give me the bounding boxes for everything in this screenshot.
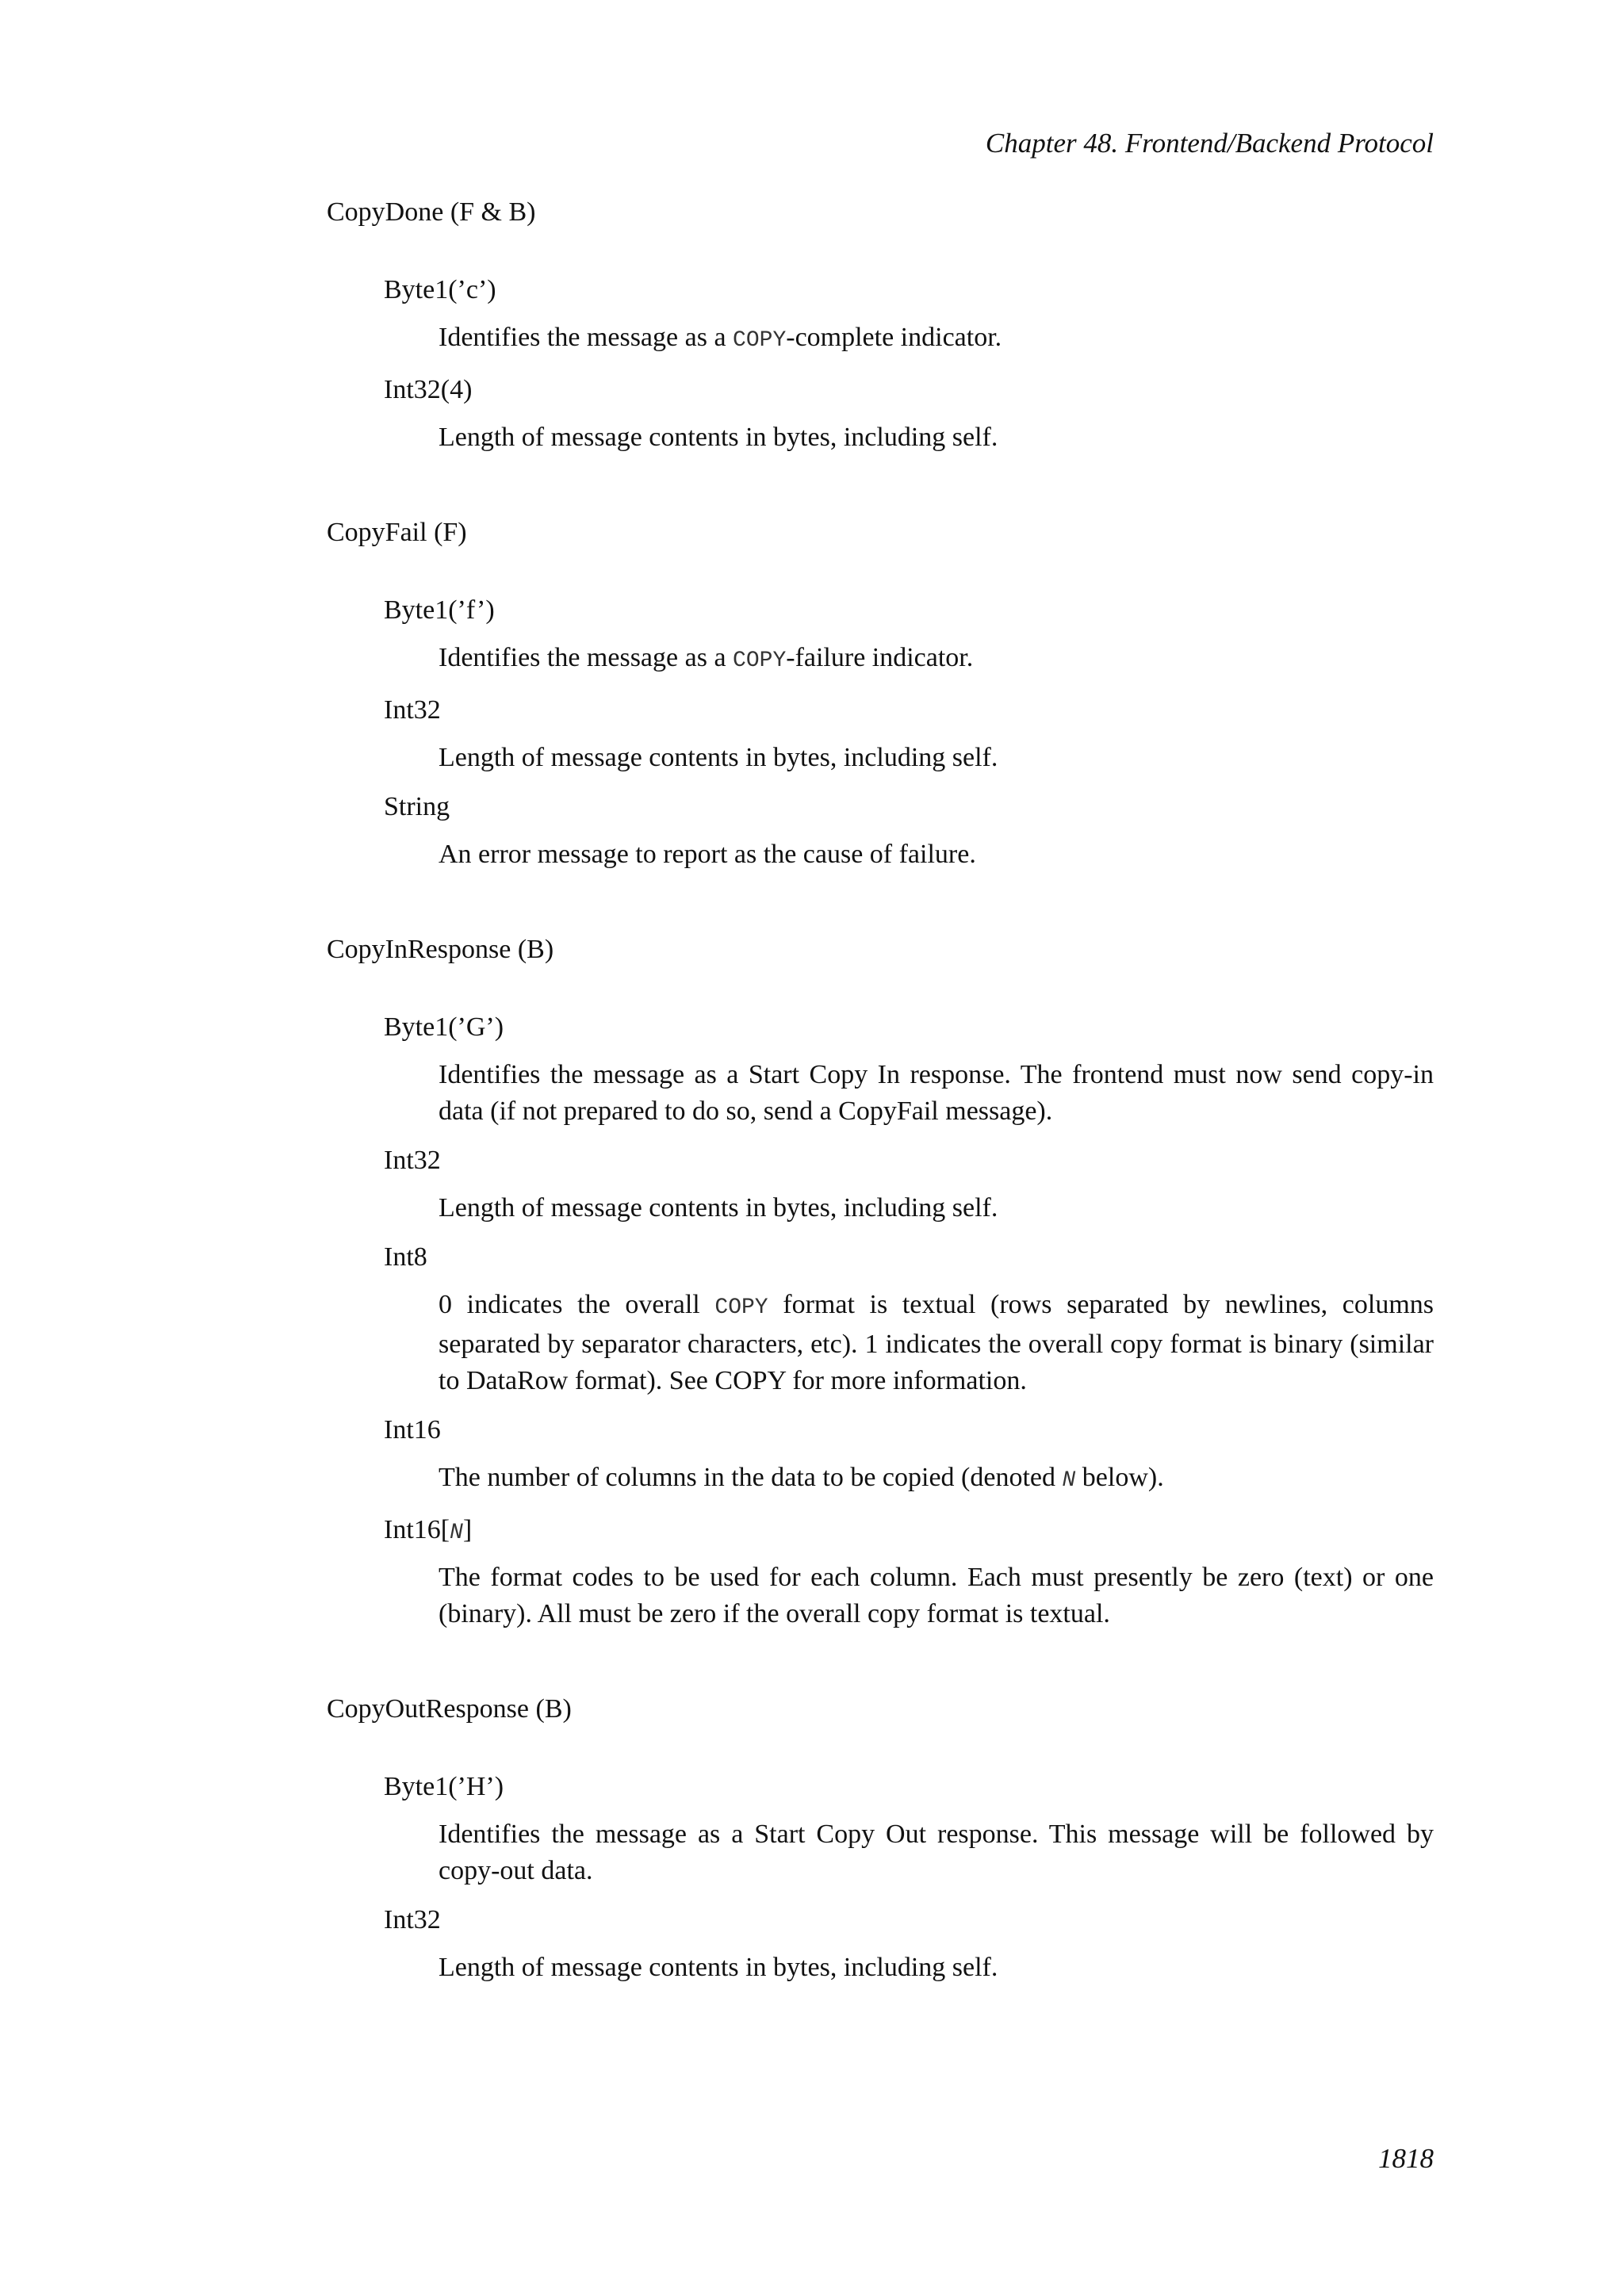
message-title: CopyDone (F & B) <box>327 197 536 227</box>
term-text: ] <box>462 1515 473 1544</box>
field-term: Int8 <box>384 1242 427 1272</box>
field-list <box>327 1009 1434 1632</box>
code-variable: N <box>1062 1468 1076 1493</box>
field-description: Length of message contents in bytes, including self. <box>439 423 998 452</box>
field-description: Length of message contents in bytes, including self. <box>439 1953 998 1982</box>
message-title: CopyOutResponse (B) <box>327 1694 572 1724</box>
field-description <box>439 1287 1434 1399</box>
code-literal: COPY <box>733 328 787 353</box>
message-copyfail <box>327 515 1434 873</box>
field-list <box>327 592 1434 873</box>
field-term: Int32(4) <box>384 375 473 404</box>
field-description: Length of message contents in bytes, including self. <box>439 743 998 772</box>
page-content <box>327 194 1434 2045</box>
field-description: Identifies the message as a Start Copy Out response. This message will be followed by copy-out data. <box>439 1820 1434 1885</box>
field-term: Byte1(’f’) <box>384 595 495 625</box>
desc-text: -complete indicator. <box>786 323 1002 352</box>
field-description: Length of message contents in bytes, including self. <box>439 1193 998 1223</box>
field-description <box>439 1460 1434 1499</box>
field-description: An error message to report as the cause of failure. <box>439 840 976 869</box>
running-header: Chapter 48. Frontend/Backend Protocol <box>985 128 1434 159</box>
code-variable: N <box>450 1521 463 1545</box>
message-copydone <box>327 194 1434 456</box>
field-term <box>384 1512 1434 1548</box>
desc-text: -failure indicator. <box>786 643 974 672</box>
code-literal: COPY <box>733 649 787 673</box>
message-copyoutresponse <box>327 1691 1434 1986</box>
field-term: Int32 <box>384 1905 441 1934</box>
field-term: String <box>384 792 450 821</box>
desc-text: Identifies the message as a <box>439 323 733 352</box>
code-literal: COPY <box>714 1295 768 1320</box>
desc-text: format is textual (rows separated by newlines, columns separated by separator characters, etc). 1 indicates the overall copy format is binary (similar to DataRow format). See COPY for more information. <box>439 1290 1434 1395</box>
field-term: Int16 <box>384 1415 441 1445</box>
field-description: Identifies the message as a Start Copy In response. The frontend must now send copy-in data (if not prepared to do so, send a CopyFail message). <box>439 1060 1434 1126</box>
field-description <box>439 320 1434 359</box>
field-list <box>327 272 1434 456</box>
desc-text: 0 indicates the overall <box>439 1290 715 1319</box>
message-title: CopyFail (F) <box>327 518 467 547</box>
desc-text: The number of columns in the data to be copied (denoted <box>439 1463 1063 1492</box>
field-term: Byte1(’H’) <box>384 1772 504 1801</box>
field-description <box>439 640 1434 679</box>
field-description: The format codes to be used for each column. Each must presently be zero (text) or one (binary). All must be zero if the overall copy format is textual. <box>439 1563 1434 1628</box>
desc-text: Identifies the message as a <box>439 643 733 672</box>
field-term: Int32 <box>384 1146 441 1175</box>
field-term: Int32 <box>384 695 441 725</box>
field-term: Byte1(’G’) <box>384 1012 504 1042</box>
page-number: 1818 <box>1378 2143 1434 2174</box>
field-term: Byte1(’c’) <box>384 275 496 304</box>
field-list <box>327 1769 1434 1986</box>
message-title: CopyInResponse (B) <box>327 935 554 964</box>
message-copyinresponse <box>327 932 1434 1632</box>
desc-text: below). <box>1075 1463 1164 1492</box>
term-text: Int16[ <box>384 1515 450 1544</box>
